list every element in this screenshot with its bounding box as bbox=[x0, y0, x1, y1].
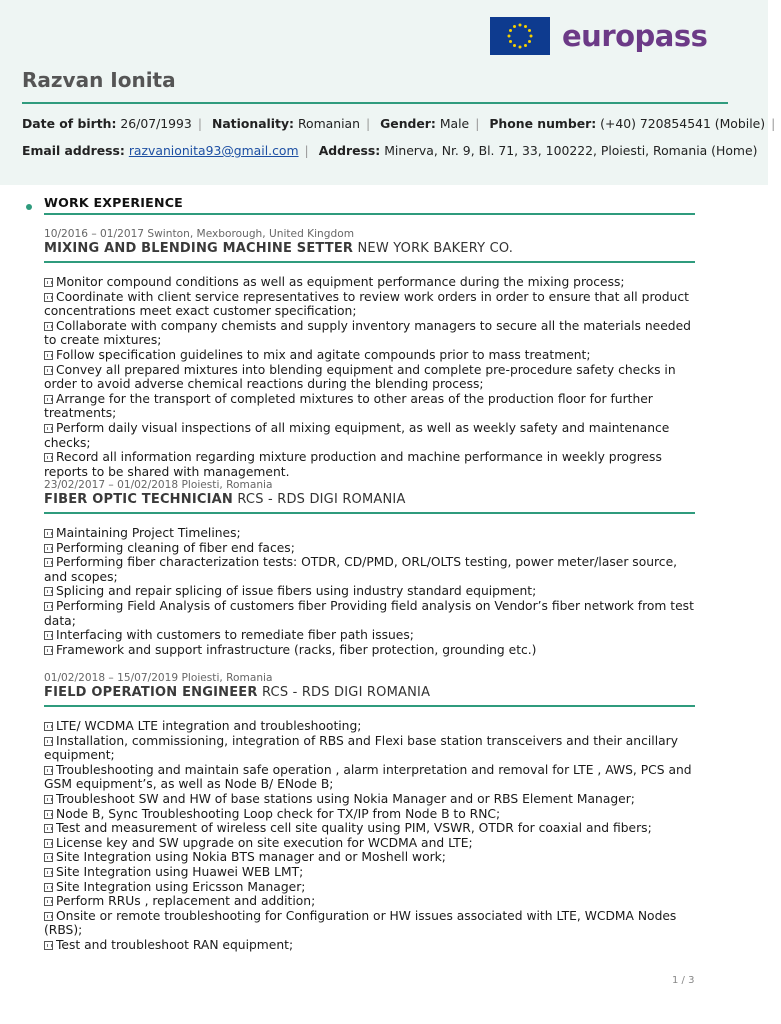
bullet-text: Site Integration using Nokia BTS manager and or Moshell work; bbox=[56, 850, 446, 865]
list-item bbox=[44, 894, 698, 909]
list-item bbox=[44, 880, 698, 895]
person-name: Razvan Ionita bbox=[22, 68, 176, 92]
list-item bbox=[44, 850, 698, 865]
job-2-role: FIBER OPTIC TECHNICIAN bbox=[44, 492, 233, 507]
bullet-glyph-icon bbox=[44, 810, 53, 819]
job-3-company: RCS - RDS DIGI ROMANIA bbox=[261, 685, 431, 700]
bullet-glyph-icon bbox=[44, 558, 53, 567]
job-1-bullet-list bbox=[44, 275, 698, 479]
bullet-glyph-icon bbox=[44, 351, 53, 360]
job-1-role: MIXING AND BLENDING MACHINE SETTER bbox=[44, 241, 354, 256]
job-3-role: FIELD OPERATION ENGINEER bbox=[44, 685, 258, 700]
job-2-title bbox=[44, 492, 406, 507]
list-item bbox=[44, 555, 698, 584]
bullet-glyph-icon bbox=[44, 602, 53, 611]
email-label: Email address: bbox=[22, 143, 125, 158]
bullet-text: Test and troubleshoot RAN equipment; bbox=[56, 937, 294, 952]
personal-info-line-1: Date of birth: 26/07/1993 | Nationality: Romanian | Gender: Male | Phone number: (+40) 720854541 (Mobile) | bbox=[22, 116, 776, 131]
job-3-date-location: 01/02/2018 – 15/07/2019 Ploiesti, Romania bbox=[44, 672, 273, 684]
bullet-glyph-icon bbox=[44, 897, 53, 906]
bullet-glyph-icon bbox=[44, 293, 53, 302]
list-item bbox=[44, 938, 698, 953]
list-item bbox=[44, 807, 698, 822]
list-item bbox=[44, 421, 698, 450]
bullet-text: Perform daily visual inspections of all mixing equipment, as well as weekly safety and maintenance checks; bbox=[44, 420, 670, 450]
list-item bbox=[44, 628, 698, 643]
bullet-glyph-icon bbox=[44, 587, 53, 596]
bullet-text: Site Integration using Huawei WEB LMT; bbox=[56, 864, 304, 879]
bullet-text: Maintaining Project Timelines; bbox=[56, 526, 241, 540]
bullet-text: Performing fiber characterization tests: OTDR, CD/PMD, ORL/OLTS testing, power meter/laser source, and scopes; bbox=[44, 555, 678, 584]
bullet-glyph-icon bbox=[44, 395, 53, 404]
bullet-glyph-icon bbox=[44, 795, 53, 804]
bullet-text: Installation, commissioning, integration of RBS and Flexi base station transceivers and their ancillary equipment; bbox=[44, 733, 678, 763]
list-item bbox=[44, 643, 698, 658]
nationality-value: Romanian bbox=[297, 116, 360, 131]
job-2-divider bbox=[44, 512, 695, 514]
list-item bbox=[44, 599, 698, 628]
bullet-text: Interfacing with customers to remediate fiber path issues; bbox=[56, 628, 414, 643]
bullet-glyph-icon bbox=[44, 737, 53, 746]
list-item bbox=[44, 865, 698, 880]
bullet-glyph-icon bbox=[44, 941, 53, 950]
list-item bbox=[44, 290, 698, 319]
gender-value: Male bbox=[439, 116, 470, 131]
email-link[interactable]: razvanionita93@gmail.com bbox=[128, 143, 299, 158]
list-item bbox=[44, 363, 698, 392]
bullet-glyph-icon bbox=[44, 646, 53, 655]
bullet-glyph-icon bbox=[44, 544, 53, 553]
bullet-text: Test and measurement of wireless cell site quality using PIM, VSWR, OTDR for coaxial and fibers; bbox=[56, 821, 652, 836]
bullet-glyph-icon bbox=[44, 278, 53, 287]
nationality-label: Nationality: bbox=[211, 116, 294, 131]
list-item bbox=[44, 541, 698, 556]
bullet-glyph-icon bbox=[44, 839, 53, 848]
bullet-glyph-icon bbox=[44, 722, 53, 731]
job-1-date-location: 10/2016 – 01/2017 Swinton, Mexborough, United Kingdom bbox=[44, 228, 355, 240]
bullet-text: Performing cleaning of fiber end faces; bbox=[56, 540, 295, 555]
job-1-company: NEW YORK BAKERY CO. bbox=[357, 241, 514, 256]
dob-label: Date of birth: bbox=[22, 116, 117, 131]
bullet-text: Node B, Sync Troubleshooting Loop check for TX/IP from Node B to RNC; bbox=[56, 806, 501, 821]
section-bullet-dot bbox=[26, 204, 32, 210]
bullet-glyph-icon bbox=[44, 824, 53, 833]
list-item bbox=[44, 275, 698, 290]
bullet-text: Framework and support infrastructure (racks, fiber protection, grounding etc.) bbox=[56, 642, 537, 657]
bullet-glyph-icon bbox=[44, 912, 53, 921]
bullet-glyph-icon bbox=[44, 529, 53, 538]
job-2-bullet-list bbox=[44, 526, 698, 657]
list-item bbox=[44, 763, 698, 792]
phone-value: (+40) 720854541 (Mobile) bbox=[600, 116, 766, 131]
list-item bbox=[44, 836, 698, 851]
list-item bbox=[44, 821, 698, 836]
bullet-glyph-icon bbox=[44, 424, 53, 433]
bullet-text: Perform RRUs , replacement and addition; bbox=[56, 894, 316, 909]
bullet-glyph-icon bbox=[44, 631, 53, 640]
job-2-company: RCS - RDS DIGI ROMANIA bbox=[237, 492, 406, 507]
address-label: Address: bbox=[318, 143, 381, 158]
europass-logo bbox=[490, 17, 707, 55]
bullet-glyph-icon bbox=[44, 853, 53, 862]
name-divider bbox=[22, 102, 728, 104]
phone-label: Phone number: bbox=[489, 116, 597, 131]
list-item bbox=[44, 450, 698, 479]
job-3-title bbox=[44, 685, 430, 700]
job-3-divider bbox=[44, 705, 695, 707]
bullet-text: Coordinate with client service representatives to review work orders in order to ensure that all product concentrations meet exact customer specification; bbox=[44, 289, 689, 319]
list-item bbox=[44, 584, 698, 599]
job-1-divider bbox=[44, 261, 695, 263]
bullet-glyph-icon bbox=[44, 322, 53, 331]
bullet-glyph-icon bbox=[44, 868, 53, 877]
eu-flag-icon bbox=[490, 17, 550, 55]
bullet-glyph-icon bbox=[44, 883, 53, 892]
list-item bbox=[44, 719, 698, 734]
bullet-text: Follow specification guidelines to mix and agitate compounds prior to mass treatment; bbox=[56, 347, 591, 362]
list-item bbox=[44, 319, 698, 348]
section-title-work-experience: WORK EXPERIENCE bbox=[44, 195, 183, 210]
bullet-text: Splicing and repair splicing of issue fibers using industry standard equipment; bbox=[56, 584, 537, 599]
job-2-date-location: 23/02/2017 – 01/02/2018 Ploiesti, Romania bbox=[44, 479, 273, 491]
section-divider bbox=[44, 213, 695, 215]
europass-wordmark: europass bbox=[562, 19, 708, 53]
list-item bbox=[44, 792, 698, 807]
address-value: Minerva, Nr. 9, Bl. 71, 33, 100222, Ploiesti, Romania (Home) bbox=[384, 143, 758, 158]
bullet-text: Onsite or remote troubleshooting for Configuration or HW issues associated with LTE, WCDMA Nodes (RBS); bbox=[44, 908, 677, 938]
bullet-text: LTE/ WCDMA LTE integration and troubleshooting; bbox=[56, 719, 362, 733]
bullet-text: Collaborate with company chemists and supply inventory managers to secure all the materials needed to create mixtures; bbox=[44, 318, 691, 348]
page-number: 1 / 3 bbox=[672, 975, 695, 986]
bullet-text: Troubleshooting and maintain safe operation , alarm interpretation and removal for LTE , AWS, PCS and GSM equipment’s, as well as Node B/ ENode B; bbox=[44, 762, 692, 792]
bullet-text: Monitor compound conditions as well as equipment performance during the mixing process; bbox=[56, 275, 625, 289]
job-3-bullet-list bbox=[44, 719, 698, 953]
bullet-text: Record all information regarding mixture production and machine performance in weekly progress reports to be shared with management. bbox=[44, 450, 662, 479]
list-item bbox=[44, 909, 698, 938]
bullet-glyph-icon bbox=[44, 453, 53, 462]
job-1-title bbox=[44, 241, 513, 256]
bullet-text: Convey all prepared mixtures into blending equipment and complete pre-procedure safety checks in order to avoid adverse chemical reactions during the blending process; bbox=[44, 362, 676, 392]
bullet-text: Performing Field Analysis of customers fiber Providing field analysis on Vendor’s fiber network from test data; bbox=[44, 598, 694, 628]
bullet-text: Arrange for the transport of completed mixtures to other areas of the production floor for further treatments; bbox=[44, 391, 653, 421]
list-item bbox=[44, 526, 698, 541]
personal-info-line-2: Email address: razvanionita93@gmail.com | Address: Minerva, Nr. 9, Bl. 71, 33, 100222, Ploiesti, Romania (Home) bbox=[22, 143, 758, 158]
bullet-text: Site Integration using Ericsson Manager; bbox=[56, 879, 306, 894]
cv-header bbox=[0, 0, 776, 185]
list-item bbox=[44, 348, 698, 363]
bullet-text: License key and SW upgrade on site execution for WCDMA and LTE; bbox=[56, 835, 473, 850]
list-item bbox=[44, 734, 698, 763]
dob-value: 26/07/1993 bbox=[120, 116, 192, 131]
bullet-glyph-icon bbox=[44, 766, 53, 775]
list-item bbox=[44, 392, 698, 421]
gender-label: Gender: bbox=[380, 116, 436, 131]
bullet-text: Troubleshoot SW and HW of base stations using Nokia Manager and or RBS Element Manager; bbox=[56, 791, 635, 806]
bullet-glyph-icon bbox=[44, 366, 53, 375]
